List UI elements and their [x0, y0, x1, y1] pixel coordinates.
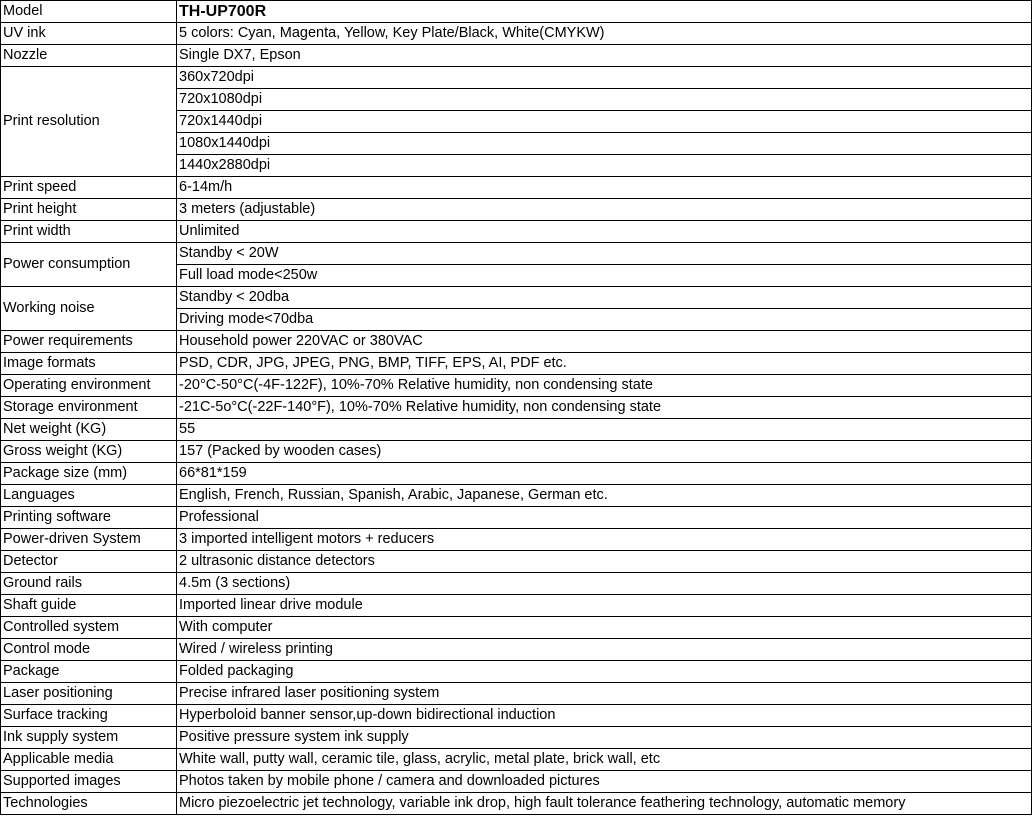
spec-value: TH-UP700R — [177, 1, 1032, 23]
spec-value: Wired / wireless printing — [177, 639, 1032, 661]
table-row — [1, 595, 1032, 617]
spec-label: Operating environment — [1, 375, 177, 397]
spec-label: Surface tracking — [1, 705, 177, 727]
spec-value: 720x1440dpi — [177, 111, 1032, 133]
spec-label: Print height — [1, 199, 177, 221]
spec-value: 55 — [177, 419, 1032, 441]
spec-label: Detector — [1, 551, 177, 573]
spec-value: Positive pressure system ink supply — [177, 727, 1032, 749]
spec-label: Working noise — [1, 287, 177, 331]
spec-label: Gross weight (KG) — [1, 441, 177, 463]
table-row — [1, 639, 1032, 661]
spec-label: Ground rails — [1, 573, 177, 595]
spec-label: UV ink — [1, 23, 177, 45]
spec-value: 720x1080dpi — [177, 89, 1032, 111]
spec-label: Print width — [1, 221, 177, 243]
spec-value: Imported linear drive module — [177, 595, 1032, 617]
spec-value: Standby < 20dba — [177, 287, 1032, 309]
spec-value: Driving mode<70dba — [177, 309, 1032, 331]
spec-value: With computer — [177, 617, 1032, 639]
spec-value: Hyperboloid banner sensor,up-down bidirectional induction — [177, 705, 1032, 727]
spec-value: -21C-5o°C(-22F-140°F), 10%-70% Relative humidity, non condensing state — [177, 397, 1032, 419]
spec-label: Power requirements — [1, 331, 177, 353]
spec-label: Power-driven System — [1, 529, 177, 551]
spec-value: Full load mode<250w — [177, 265, 1032, 287]
spec-label: Controlled system — [1, 617, 177, 639]
spec-value: PSD, CDR, JPG, JPEG, PNG, BMP, TIFF, EPS, AI, PDF etc. — [177, 353, 1032, 375]
spec-value: Household power 220VAC or 380VAC — [177, 331, 1032, 353]
spec-value: 2 ultrasonic distance detectors — [177, 551, 1032, 573]
table-row — [1, 551, 1032, 573]
spec-value: Folded packaging — [177, 661, 1032, 683]
spec-label: Supported images — [1, 771, 177, 793]
spec-value: English, French, Russian, Spanish, Arabic, Japanese, German etc. — [177, 485, 1032, 507]
spec-label: Print speed — [1, 177, 177, 199]
spec-value: 66*81*159 — [177, 463, 1032, 485]
spec-value: Professional — [177, 507, 1032, 529]
table-row — [1, 243, 1032, 265]
spec-value: 1080x1440dpi — [177, 133, 1032, 155]
spec-value: Precise infrared laser positioning system — [177, 683, 1032, 705]
spec-label: Nozzle — [1, 45, 177, 67]
spec-label: Package size (mm) — [1, 463, 177, 485]
table-row — [1, 67, 1032, 89]
table-row — [1, 463, 1032, 485]
spec-value: 6-14m/h — [177, 177, 1032, 199]
spec-label: Applicable media — [1, 749, 177, 771]
table-row — [1, 287, 1032, 309]
table-row — [1, 793, 1032, 815]
table-row — [1, 441, 1032, 463]
table-row — [1, 507, 1032, 529]
table-row — [1, 177, 1032, 199]
table-row — [1, 485, 1032, 507]
table-row — [1, 45, 1032, 67]
table-row — [1, 397, 1032, 419]
spec-label: Power consumption — [1, 243, 177, 287]
spec-label: Image formats — [1, 353, 177, 375]
spec-value: Photos taken by mobile phone / camera and downloaded pictures — [177, 771, 1032, 793]
spec-label: Printing software — [1, 507, 177, 529]
table-row — [1, 353, 1032, 375]
table-row — [1, 221, 1032, 243]
spec-table-body — [1, 1, 1032, 815]
table-row — [1, 661, 1032, 683]
spec-value: Micro piezoelectric jet technology, variable ink drop, high fault tolerance feathering technology, automatic memory — [177, 793, 1032, 815]
spec-label: Technologies — [1, 793, 177, 815]
table-row — [1, 331, 1032, 353]
spec-value: Standby < 20W — [177, 243, 1032, 265]
table-row — [1, 617, 1032, 639]
spec-value: 1440x2880dpi — [177, 155, 1032, 177]
table-row — [1, 727, 1032, 749]
spec-label: Shaft guide — [1, 595, 177, 617]
spec-value: Unlimited — [177, 221, 1032, 243]
table-row — [1, 705, 1032, 727]
table-row — [1, 683, 1032, 705]
spec-value: -20°C-50°C(-4F-122F), 10%-70% Relative humidity, non condensing state — [177, 375, 1032, 397]
spec-value: 3 meters (adjustable) — [177, 199, 1032, 221]
spec-value: 3 imported intelligent motors + reducers — [177, 529, 1032, 551]
spec-value: 360x720dpi — [177, 67, 1032, 89]
spec-value: Single DX7, Epson — [177, 45, 1032, 67]
table-row — [1, 199, 1032, 221]
spec-label: Net weight (KG) — [1, 419, 177, 441]
table-row — [1, 1, 1032, 23]
table-row — [1, 771, 1032, 793]
table-row — [1, 573, 1032, 595]
spec-label: Control mode — [1, 639, 177, 661]
spec-label: Ink supply system — [1, 727, 177, 749]
table-row — [1, 419, 1032, 441]
spec-value: 4.5m (3 sections) — [177, 573, 1032, 595]
table-row — [1, 23, 1032, 45]
spec-label: Languages — [1, 485, 177, 507]
spec-label: Laser positioning — [1, 683, 177, 705]
spec-value: 157 (Packed by wooden cases) — [177, 441, 1032, 463]
spec-label: Model — [1, 1, 177, 23]
spec-label: Package — [1, 661, 177, 683]
spec-value: White wall, putty wall, ceramic tile, glass, acrylic, metal plate, brick wall, etc — [177, 749, 1032, 771]
spec-label: Print resolution — [1, 67, 177, 177]
table-row — [1, 749, 1032, 771]
spec-value: 5 colors: Cyan, Magenta, Yellow, Key Plate/Black, White(CMYKW) — [177, 23, 1032, 45]
table-row — [1, 529, 1032, 551]
table-row — [1, 375, 1032, 397]
spec-label: Storage environment — [1, 397, 177, 419]
